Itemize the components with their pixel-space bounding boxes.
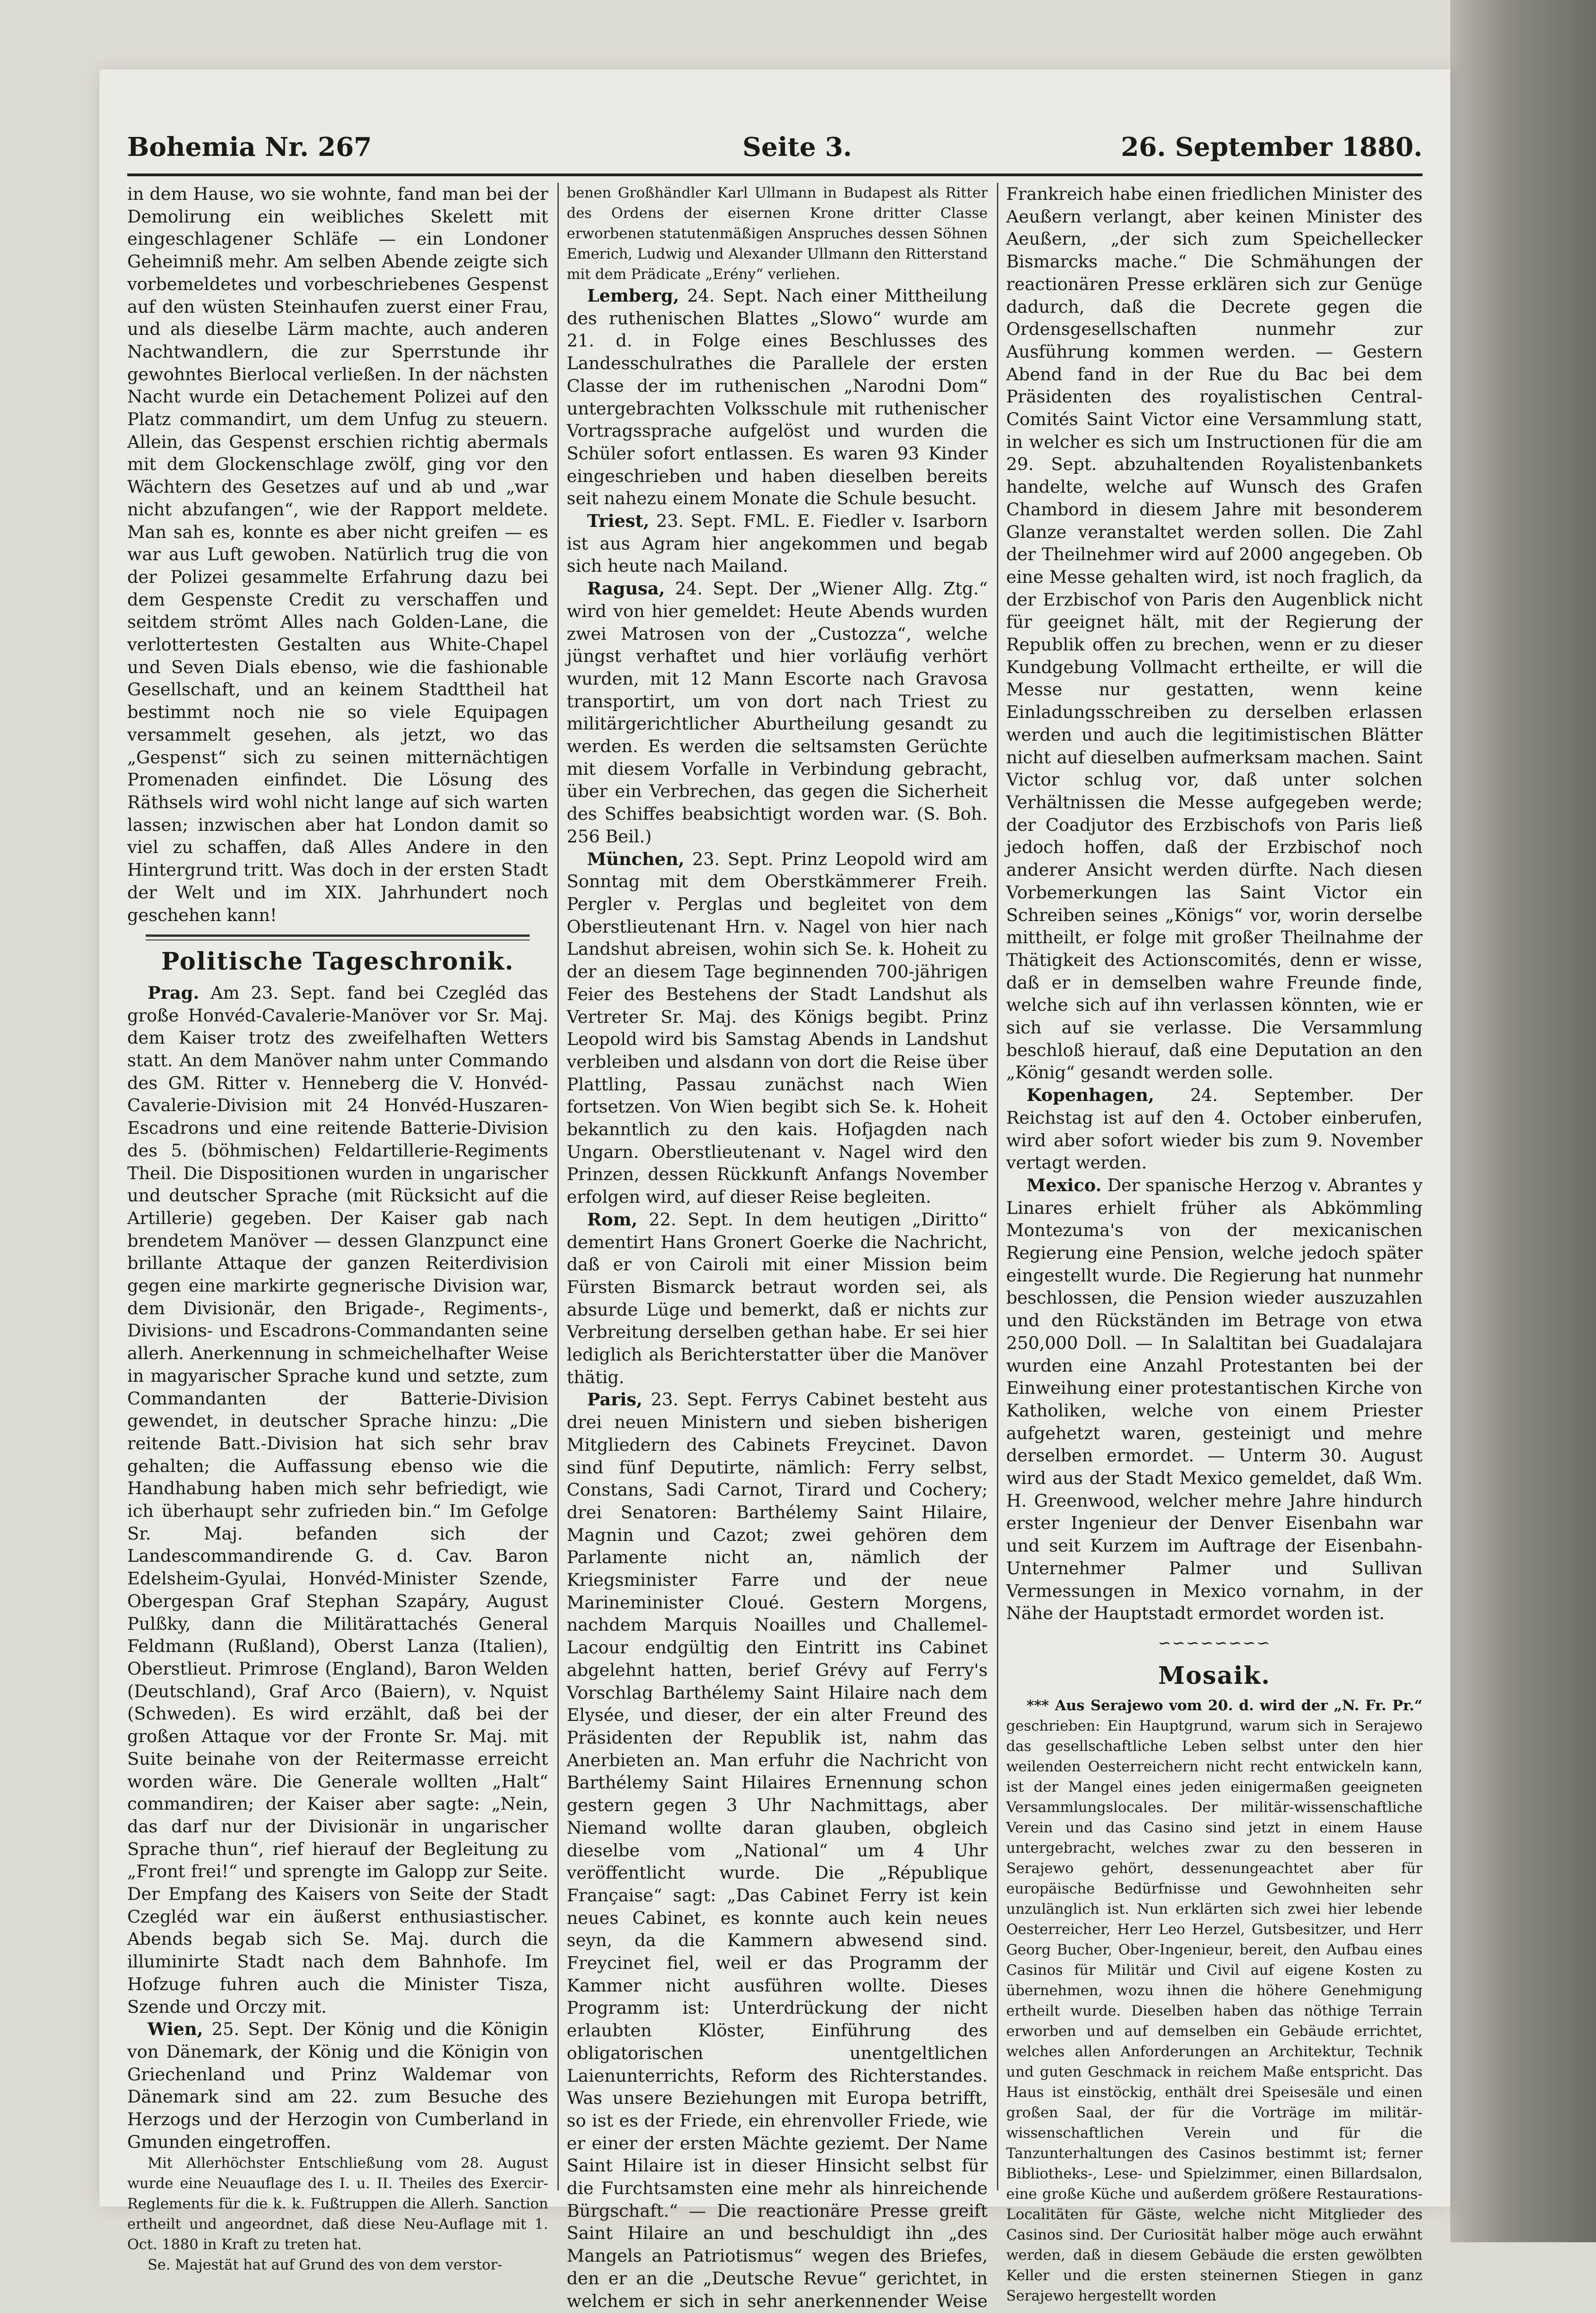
article-wien [127, 2018, 548, 2153]
article-rom [567, 1208, 988, 1389]
dateline-muenchen: München, [587, 848, 685, 869]
dateline-lemberg: Lemberg, [587, 285, 680, 306]
dateline-wien: Wien, [148, 2019, 203, 2040]
article-paris-text: 23. Sept. Ferrys Cabinet besteht aus drei neuen Ministern und sieben bisherigen Mitgliedern des Cabinets Freycinet. Davon sind fünf Deputirte, nämlich: Ferry selbst, Constans, Sadi Carnot, Tirard und Cochery; drei Senatoren: Barthélemy Saint Hilaire, Magnin und Cazot; zwei gehören dem Parlamente nicht an, nämlich der Kriegsminister Farre und der neue Marineminister Cloué. Gestern Morgens, nachdem Marquis Noailles und Challemel-Lacour endgültig den Eintritt ins Cabinet abgelehnt hatten, berief Grévy auf Ferry's Vorschlag Barthélemy Saint Hilaire nach dem Elysée, und dieser, der ein alter Freund des Präsidenten der Republik ist, nahm das Anerbieten an. Man erfuhr die Nachricht von Barthélemy Saint Hilaires Ernennung schon gestern gegen 3 Uhr Nachmittags, aber Niemand wollte daran glauben, obgleich dieselbe vom „National“ um 4 Uhr veröffentlicht wurde. Die „République Française“ sagt: „Das Cabinet Ferry ist kein neues Cabinet, es konnte auch kein neues seyn, da die Kammern abwesend sind. Freycinet fiel, weil er das Programm der Kammer nicht ausführen wollte. Dieses Programm ist: Unterdrückung der nicht erlaubten Klöster, Einführung des obligatorischen unentgeltlichen Laienunterrichts, Reform des Richterstandes. Was unsere Beziehungen mit Europa betrifft, so ist es der Friede, ein ehrenvoller Friede, wie er einer der ersten Mächte geziemt. Der Name Saint Hilaire ist in dieser Hinsicht selbst für die Furchtsamsten eine mehr als hinreichende Bürgschaft.“ — Die reactionäre Presse greift Saint Hilaire an und beschuldigt ihn „des Mangels an Patriotismus“ wegen des Briefes, den er an die „Deutsche Revue“ gerichtet, in welchem er sich in sehr anerkennender Weise [567, 1389, 988, 2311]
newspaper-page [99, 69, 1450, 2311]
dateline-serajewo: *** Aus Serajewo vom 20. d. wird der „N. Fr. Pr.“ [1027, 1697, 1423, 1714]
article-mosaik-text: geschrieben: Ein Hauptgrund, warum sich in Serajewo das gesellschaftliche Leben selbst unter den hier weilenden Oesterreichern nicht recht entwickeln kann, ist der Mangel eines jeden einigermaßen geeigneten Versammlungslocales. Der militär-wissenschaftliche Verein und das Casino sind jetzt in einem Hause untergebracht, welches zwar zu den besseren in Serajewo gehört, dessenungeachtet aber für europäische Bedürfnisse und Gewohnheiten sehr unzulänglich ist. Nun erklärten sich zwei hier lebende Oesterreicher, Herr Leo Herzel, Gutsbesitzer, und Herr Georg Bucher, Ober-Ingenieur, bereit, den Aufbau eines Casinos für Militär und Civil auf eigene Kosten zu übernehmen, wozu ihnen die höhere Genehmigung ertheilt wurde. Dieselben haben das nöthige Terrain erworben und auf demselben ein Gebäude errichtet, welches allen Anforderungen an Architektur, Technik und guten Geschmack in reichem Maße entspricht. Das Haus ist einstöckig, enthält drei Speisesäle und einen großen Saal, der für die Vorträge im militär-wissenschaftlichen Verein und für die Tanzunterhaltungen des Casinos bestimmt ist; ferner Bibliotheks-, Lese- und Spielzimmer, einen Billardsalon, eine große Küche und außerdem größere Restaurations-Localitäten für Gäste, welche nicht Mitglieder des Casinos sind. Der Curiosität halber möge auch erwähnt werden, daß in diesem Gebäude die ersten gewölbten Keller und die ersten steinernen Stiegen in ganz Serajewo hergestellt worden [1006, 1718, 1423, 2305]
column-rule-1 [557, 183, 559, 2190]
article-golden-lane-text: in dem Hause, wo sie wohnte, fand man bei der Demolirung ein weibliches Skelett mit eingeschlagener Schläfe — ein Londoner Geheimniß mehr. Am selben Abende zeigte sich vorbemeldetes und vorbeschriebenes Gespenst auf den wüsten Steinhaufen zuerst einer Frau, und als dieselbe Lärm machte, auch anderen Nachtwandlern, die zur Sperrstunde ihr gewohntes Bierlocal verließen. In der nächsten Nacht wurde ein Detachement Polizei auf den Platz commandirt, um dem Unfug zu steuern. Allein, das Gespenst erschien richtig abermals mit dem Glockenschlage zwölf, ging vor den Wächtern des Gesetzes auf und ab und „war nicht abzufangen“, wie der Rapport meldete. Man sah es, konnte es aber nicht greifen — es war aus Luft gewoben. Natürlich trug die von der Polizei gesammelte Erfahrung dazu bei dem Gespenste Credit zu verschaffen und seitdem strömt Alles nach Golden-Lane, die verlottertesten Gestalten aus White-Chapel und Seven Dials ebenso, wie die fashionable Gesellschaft, und an keinem Stadttheil hat bestimmt noch nie so viele Equipagen versammelt gesehen, als jetzt, wo das „Gespenst“ sich zu seinen mitternächtigen Promenaden einfindet. Die Lösung des Räthsels wird wohl nicht lange auf sich warten lassen; inzwischen aber hat London damit so viel zu schaffen, daß Alles Andere in den Hintergrund tritt. Was doch in der ersten Stadt der Welt und im XIX. Jahrhundert noch geschehen kann! [127, 184, 548, 925]
article-ragusa-text: 24. Sept. Der „Wiener Allg. Ztg.“ wird von hier gemeldet: Heute Abends wurden zwei Matrosen von der „Custozza“, welche jüngst verhaftet und hier vorläufig verhört wurden, mit 12 Mann Escorte nach Gravosa transportirt, um von dort nach Triest zu militärgerichtlicher Aburtheilung gesandt zu werden. Es werden die seltsamsten Gerüchte mit diesem Vorfalle in Verbindung gebracht, über ein Verbrechen, das gegen die Sicherheit des Schiffes beabsichtigt worden war. (S. Boh. 256 Beil.) [567, 578, 988, 847]
note-exercir-reglement: Mit Allerhöchster Entschließung vom 28. August wurde eine Neuauflage des I. u. II. Theiles des Exercir-Reglements für die k. k. Fußtruppen die Allerh. Sanction ertheilt und angeordnet, daß diese Neu-Auflage mit 1. Oct. 1880 in Kraft zu treten hat. [127, 2155, 548, 2253]
article-muenchen [567, 848, 988, 1208]
header-date: 26. September 1880. [1120, 132, 1423, 162]
dateline-ragusa: Ragusa, [587, 578, 665, 599]
article-triest-text: 23. Sept. FML. E. Fiedler v. Isarborn ist aus Agram hier angekommen und begab sich heute nach Mailand. [567, 511, 988, 576]
header-page-number: Seite 3. [742, 132, 852, 162]
article-prag [127, 982, 548, 2018]
article-kopenhagen-text: 24. September. Der Reichstag ist auf den 4. October einberufen, wird aber sofort wieder bis zum 9. November vertagt werden. [1006, 1085, 1423, 1173]
section-title-politics: Politische Tageschronik. [161, 947, 514, 976]
dateline-kopenhagen: Kopenhagen, [1027, 1085, 1155, 1106]
dateline-rom: Rom, [587, 1209, 637, 1230]
article-muenchen-text: 23. Sept. Prinz Leopold wird am Sonntag mit dem Oberstkämmerer Freih. Pergler v. Perglas und begleitet von dem Oberstlieutenant Hrn. v. Nagel von hier nach Landshut abreisen, wohin sich Se. k. Hoheit zu der an diesem Tage beginnenden 700-jährigen Feier des Bestehens der Stadt Landshut als Vertreter Sr. Maj. des Königs begibt. Prinz Leopold wird bis Samstag Abends in Landshut verbleiben und alsdann von dort die Reise über Plattling, Passau zunächst nach Wien fortsetzen. Von Wien begibt sich Se. k. Hoheit bekanntlich zu den kais. Hofjagden nach Ungarn. Oberstlieutenant v. Nagel wird den Prinzen, dessen Rückkunft Anfangs November erfolgen wird, auf dieser Reise begleiten. [567, 848, 988, 1207]
dateline-prag: Prag. [148, 982, 199, 1003]
article-lemberg [567, 284, 988, 510]
column-1 [127, 183, 548, 2274]
article-mosaik-serajewo [1006, 1695, 1423, 2306]
article-prag-text: Am 23. Sept. fand bei Czegléd das große Honvéd-Cavalerie-Manöver vor Sr. Maj. dem Kaiser trotz des zweifelhaften Wetters statt. An dem Manöver nahm unter Commando des GM. Ritter v. Henneberg die V. Honvéd-Cavalerie-Division mit 24 Honvéd-Huszaren-Escadrons und eine reitende Batterie-Division des 5. (böhmischen) Feldartillerie-Regiments Theil. Die Dispositionen wurden in ungarischer und deutscher Sprache (mit Rücksicht auf die Artillerie) gegeben. Der Kaiser gab nach brendetem Manöver — dessen Glanzpunct eine brillante Attaque der ganzen Reiterdivision gegen eine markirte gegnerische Division war, dem Divisionär, den Brigade-, Regiments-, Divisions- und Escadrons-Commandanten seine allerh. Anerkennung in schmeichelhafter Weise in magyarischer Sprache kund und setzte, zum Commandanten der Batterie-Division gewendet, in deutscher Sprache hinzu: „Die reitende Batt.-Division hat sich sehr brav gehalten; die Auffassung ebenso wie die Handhabung haben mich sehr befriedigt, wie ich überhaupt sehr zufrieden bin.“ Im Gefolge Sr. Maj. befanden sich der Landescommandirende G. d. Cav. Baron Edelsheim-Gyulai, Honvéd-Minister Szende, Obergespan Graf Stephan Szapáry, August Pulßky, dann die Militärattachés General Feldmann (Rußland), Oberst Lanza (Italien), Oberstlieut. Primrose (England), Baron Welden (Deutschland), Graf Arco (Baiern), v. Nquist (Schweden). Es wird erzählt, daß bei der großen Attaque vor der Fronte Sr. Maj. mit Suite beinahe von der Reitermasse erreicht worden wäre. Die Generale wollten „Halt“ commandiren; der Kaiser aber sagte: „Nein, das darf nur der Divisionär in ungarischer Sprache thun“, rief hierauf der Begleitung zu „Front frei!“ und sprengte im Galopp zur Seite. Der Empfang des Kaisers von Seite der Stadt Czegléd war ein äußerst enthusiastischer. Abends begab sich Se. Maj. durch die illuminirte Stadt nach dem Bahnhofe. Im Hofzuge fuhren auch die Minister Tisza, Szende und Orczy mit. [127, 982, 548, 2017]
ornament-divider: ∽∽∽∽∽∽∽∽ [1158, 1634, 1271, 1652]
note-ullmann-start: Se. Majestät hat auf Grund des von dem verstor- [148, 2257, 502, 2274]
article-kopenhagen [1006, 1084, 1423, 1174]
page-edge-shadow [1450, 0, 1596, 2242]
column-2 [567, 183, 988, 2311]
dateline-mexico: Mexico. [1027, 1175, 1102, 1195]
article-lemberg-text: 24. Sept. Nach einer Mittheilung des ruthenischen Blattes „Slowo“ wurde am 21. d. in Folge eines Beschlusses des Landesschulrathes die Parallele der ersten Classe der im ruthenischen „Narodni Dom“ untergebrachten Volksschule mit ruthenischer Vortragssprache aufgelöst und wurden die Schüler sofort entlassen. Es waren 93 Kinder eingeschrieben und haben dieselben bereits seit nahezu einem Monate die Schule besucht. [567, 285, 988, 509]
dateline-paris: Paris, [587, 1389, 643, 1410]
header-publication: Bohemia Nr. 267 [127, 132, 372, 162]
article-mexico-text: Der spanische Herzog v. Abrantes y Linares erhielt früher als Abkömmling Montezuma's von der mexicanischen Regierung eine Pension, welche jedoch später eingestellt wurde. Die Regierung hat nunmehr beschlossen, die Pension wieder auszuzahlen und den Rückständen im Betrage von etwa 250,000 Doll. — In Salaltitan bei Guadalajara wurden eine Anzahl Protestanten bei der Einweihung einer protestantischen Kirche von Katholiken, welche von einem Priester aufgehetzt waren, gesteinigt und mehre derselben ermordet. — Unterm 30. August wird aus der Stadt Mexico gemeldet, daß Wm. H. Greenwood, welcher mehre Jahre hindurch erster Ingenieur der Denver Eisenbahn war und seit Kurzem im Auftrage der Eisenbahn-Unternehmer Palmer und Sullivan Vermessungen in Mexico vornahm, in der Nähe der Hauptstadt ermordet worden ist. [1006, 1175, 1423, 1624]
article-wien-text: 25. Sept. Der König und die Königin von Dänemark, der König und die Königin von Griechenland und Prinz Waldemar von Dänemark sind am 22. zum Besuche des Herzogs und der Herzogin von Cumberland in Gmunden eingetroffen. [127, 2019, 548, 2152]
page-header [127, 113, 1423, 176]
note-ullmann-cont: benen Großhändler Karl Ullmann in Budapest als Ritter des Ordens der eisernen Krone dritter Classe erworbenen statutenmäßigen Anspruches dessen Söhnen Emerich, Ludwig und Alexander Ullmann den Ritterstand mit dem Prädicate „Erény“ verliehen. [567, 185, 988, 283]
column-rule-2 [997, 183, 998, 2190]
section-title-mosaik: Mosaik. [1158, 1661, 1271, 1690]
article-paris [567, 1388, 988, 2313]
dateline-triest: Triest, [587, 511, 650, 532]
article-mexico [1006, 1174, 1423, 1625]
article-triest [567, 510, 988, 577]
article-paris-cont: Frankreich habe einen friedlichen Minister des Aeußern verlangt, aber keinen Minister des Aeußern, „der sich zum Speichellecker Bismarcks mache.“ Die Schmähungen der reactionären Presse erklären sich zur Genüge dadurch, daß die Decrete gegen die Ordensgesellschaften nunmehr zur Ausführung kommen werden. — Gestern Abend fand in der Rue du Bac bei dem Präsidenten des royalistischen Central-Comités Saint Victor eine Versammlung statt, in welcher es sich um Instructionen für die am 29. Sept. abzuhaltenden Royalistenbankets handelte, welche auf Wunsch des Grafen Chambord in diesem Jahre mit besonderem Glanze veranstaltet werden sollen. Die Zahl der Theilnehmer wird auf 2000 angegeben. Ob eine Messe gehalten wird, ist noch fraglich, da der Erzbischof von Paris den Augenblick nicht für geeignet hält, mit der Regierung der Republik offen zu brechen, wenn er zu dieser Kundgebung Vollmacht ertheilte, er will die Messe nur gestatten, wenn keine Einladungsschreiben zu derselben erlassen werden und auch die legitimistischen Blätter nicht auf dieselben aufmerksam machen. Saint Victor schlug vor, daß unter solchen Verhältnissen die Messe aufgegeben werde; der Coadjutor des Erzbischofs von Paris ließ jedoch hoffen, daß der Erzbischof noch anderer Ansicht werden dürfte. Nach diesen Vorbemerkungen las Saint Victor ein Schreiben seines „Königs“ vor, worin derselbe mittheilt, er folge mit großer Theilnahme der Thätigkeit des Actionscomités, denn er wisse, daß er in demselben wahre Freunde finde, welche sich auf ihn verlassen könnten, wie er sich auf sie verlasse. Die Versammlung beschloß hierauf, daß eine Deputation an den „König“ gesandt werden solle. [1006, 184, 1423, 1083]
column-3 [1006, 183, 1423, 2305]
section-divider [146, 934, 530, 940]
article-ragusa [567, 577, 988, 847]
article-rom-text: 22. Sept. In dem heutigen „Diritto“ dementirt Hans Gronert Goerke die Nachricht, daß er von Cairoli mit einer Mission beim Fürsten Bismarck betraut worden sei, als absurde Lüge und bemerkt, daß er nichts zur Verbreitung derselben gethan habe. Er sei hier lediglich als Berichterstatter über die Manöver thätig. [567, 1209, 988, 1387]
